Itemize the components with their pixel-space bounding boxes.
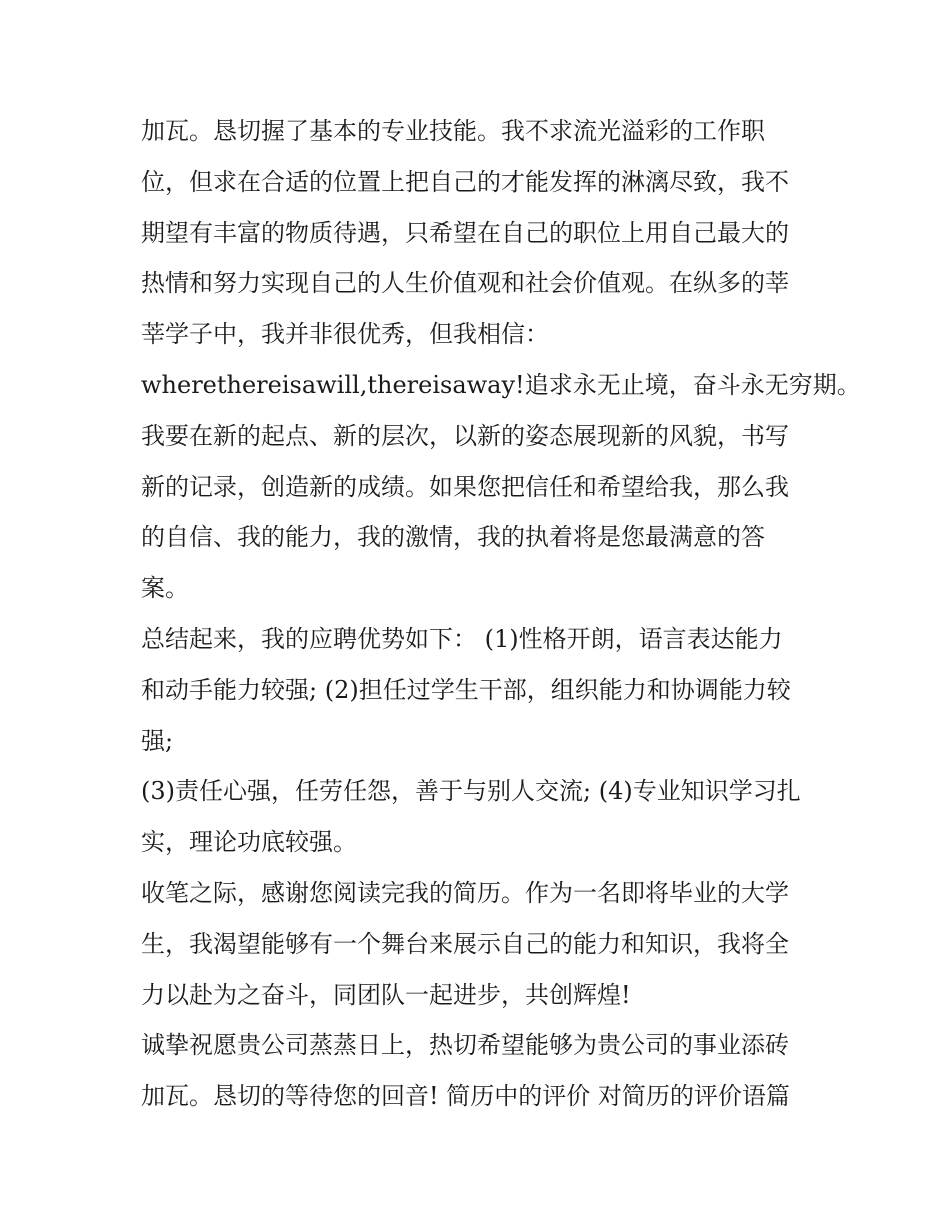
text-line: 力以赴为之奋斗，同团队一起进步，共创辉煌!: [141, 980, 631, 1009]
text-line: 热情和努力实现自己的人生价值观和社会价值观。在纵多的莘: [141, 269, 789, 298]
text-line: 案。: [141, 574, 189, 603]
text-line: 期望有丰富的物质待遇，只希望在自己的职位上用自己最大的: [141, 218, 789, 247]
text-line: 强;: [141, 726, 174, 755]
text-line: 生，我渴望能够有一个舞台来展示自己的能力和知识，我将全: [141, 929, 789, 958]
text-line: 新的记录，创造新的成绩。如果您把信任和希望给我，那么我: [141, 472, 789, 501]
text-line: 诚挚祝愿贵公司蒸蒸日上，热切希望能够为贵公司的事业添砖: [141, 1031, 789, 1060]
text-line: 加瓦。恳切的等待您的回音! 简历中的评价 对简历的评价语篇: [141, 1082, 790, 1111]
document-body: [141, 106, 861, 1122]
text-line: 和动手能力较强; (2)担任过学生干部，组织能力和协调能力较: [141, 675, 791, 704]
text-line: 实，理论功底较强。: [141, 828, 357, 857]
text-line: 加瓦。恳切握了基本的专业技能。我不求流光溢彩的工作职: [141, 117, 765, 145]
text-line: 总结起来，我的应聘优势如下： (1)性格开朗，语言表达能力: [141, 624, 783, 653]
text-line: 莘学子中，我并非很优秀，但我相信：: [141, 320, 549, 349]
text-line: 的自信、我的能力，我的激情，我的执着将是您最满意的答: [141, 523, 765, 552]
text-line: 收笔之际，感谢您阅读完我的简历。作为一名即将毕业的大学: [141, 878, 789, 907]
text-line: (3)责任心强，任劳任怨，善于与别人交流; (4)专业知识学习扎: [141, 777, 801, 806]
text-line: 我要在新的起点、新的层次，以新的姿态展现新的风貌，书写: [141, 421, 789, 450]
text-line: wherethereisawill,thereisaway!追求永无止境，奋斗永无穷期。: [141, 370, 861, 399]
text-line: 位，但求在合适的位置上把自己的才能发挥的淋漓尽致，我不: [141, 167, 789, 196]
